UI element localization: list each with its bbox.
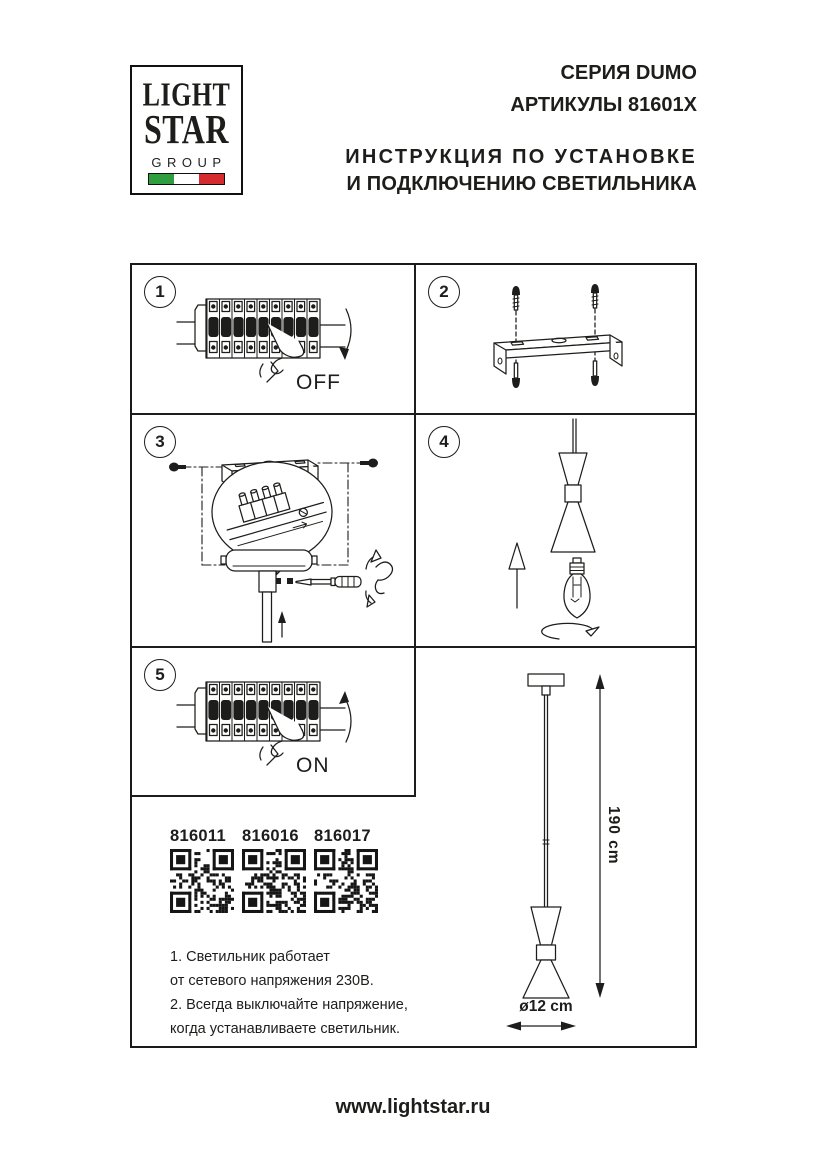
- logo-word-group: GROUP: [151, 155, 227, 170]
- product-code: 816016: [242, 827, 299, 845]
- on-label: ON: [296, 754, 330, 777]
- arrow-up-icon: [278, 611, 286, 637]
- off-label: OFF: [296, 371, 341, 394]
- step-number-badge: 2: [428, 276, 460, 308]
- flag-green-stripe: [149, 174, 174, 184]
- dimension-panel: [416, 648, 695, 1046]
- turning-hand-icon: [366, 550, 393, 607]
- arrow-up-icon: [509, 543, 525, 608]
- diameter-dimension-label: ø12 cm: [519, 998, 573, 1015]
- ceiling-canopy: [221, 550, 317, 642]
- din-rail-end: [195, 688, 206, 734]
- screwdriver-icon: [296, 577, 361, 588]
- product-code: 816017: [314, 827, 371, 845]
- website-url: www.lightstar.ru: [335, 1096, 491, 1118]
- light-bulb-icon: [564, 558, 590, 618]
- grub-screw: [287, 578, 293, 584]
- note-line: когда устанавливаете светильник.: [170, 1021, 401, 1037]
- logo-word-light: LIGHT: [142, 75, 231, 114]
- step-panel-5: [132, 648, 416, 797]
- pendant-lamp-drawing: [523, 674, 569, 998]
- lamp-shade: [551, 419, 595, 552]
- screw-icon: [512, 363, 520, 388]
- height-dimension-label: 190 cm: [605, 806, 622, 865]
- note-line: от сетевого напряжения 230В.: [170, 973, 374, 989]
- instruction-title-line2: И ПОДКЛЮЧЕНИЮ СВЕТИЛЬНИКА: [346, 173, 697, 195]
- products-and-notes-section: [132, 797, 416, 1046]
- rotate-arrow-icon: [542, 623, 599, 639]
- product-code: 816011: [170, 827, 226, 845]
- curved-arrow-up-icon: [339, 691, 351, 742]
- pendant-dimension-diagram: [416, 648, 697, 1048]
- wiring-canopy-diagram: [132, 415, 414, 644]
- step-panel-2: [416, 265, 695, 415]
- safety-notes: [170, 945, 410, 1041]
- instruction-title-line1: ИНСТРУКЦИЯ ПО УСТАНОВКЕ: [345, 146, 697, 168]
- step-number-badge: 5: [144, 659, 176, 691]
- qr-code-816016: [242, 849, 306, 913]
- mounting-bracket: [494, 335, 622, 374]
- series-title: СЕРИЯ DUMO: [560, 62, 697, 84]
- step-number-badge: 3: [144, 426, 176, 458]
- note-line: 1. Светильник работает: [170, 949, 330, 965]
- curved-arrow-down-icon: [339, 309, 351, 360]
- wall-plug-icon: [512, 286, 520, 310]
- italian-flag-icon: [148, 173, 225, 185]
- logo-word-star: STAR: [144, 105, 229, 153]
- step-panel-4: [416, 415, 695, 648]
- din-rail-end: [195, 305, 206, 351]
- step-number-badge: 1: [144, 276, 176, 308]
- qr-code-816011: [170, 849, 234, 913]
- note-line: 2. Всегда выключайте напряжение,: [170, 997, 408, 1013]
- step-panel-3: [132, 415, 416, 648]
- step-panel-1: [132, 265, 416, 415]
- lightstar-logo: [130, 65, 243, 195]
- flag-white-stripe: [174, 174, 199, 184]
- articles-title: АРТИКУЛЫ 81601X: [510, 94, 697, 116]
- instruction-diagram-frame: [130, 263, 697, 1048]
- flag-red-stripe: [199, 174, 224, 184]
- step-number-badge: 4: [428, 426, 460, 458]
- qr-code-816017: [314, 849, 378, 913]
- diameter-dimension-arrow: [506, 1022, 576, 1031]
